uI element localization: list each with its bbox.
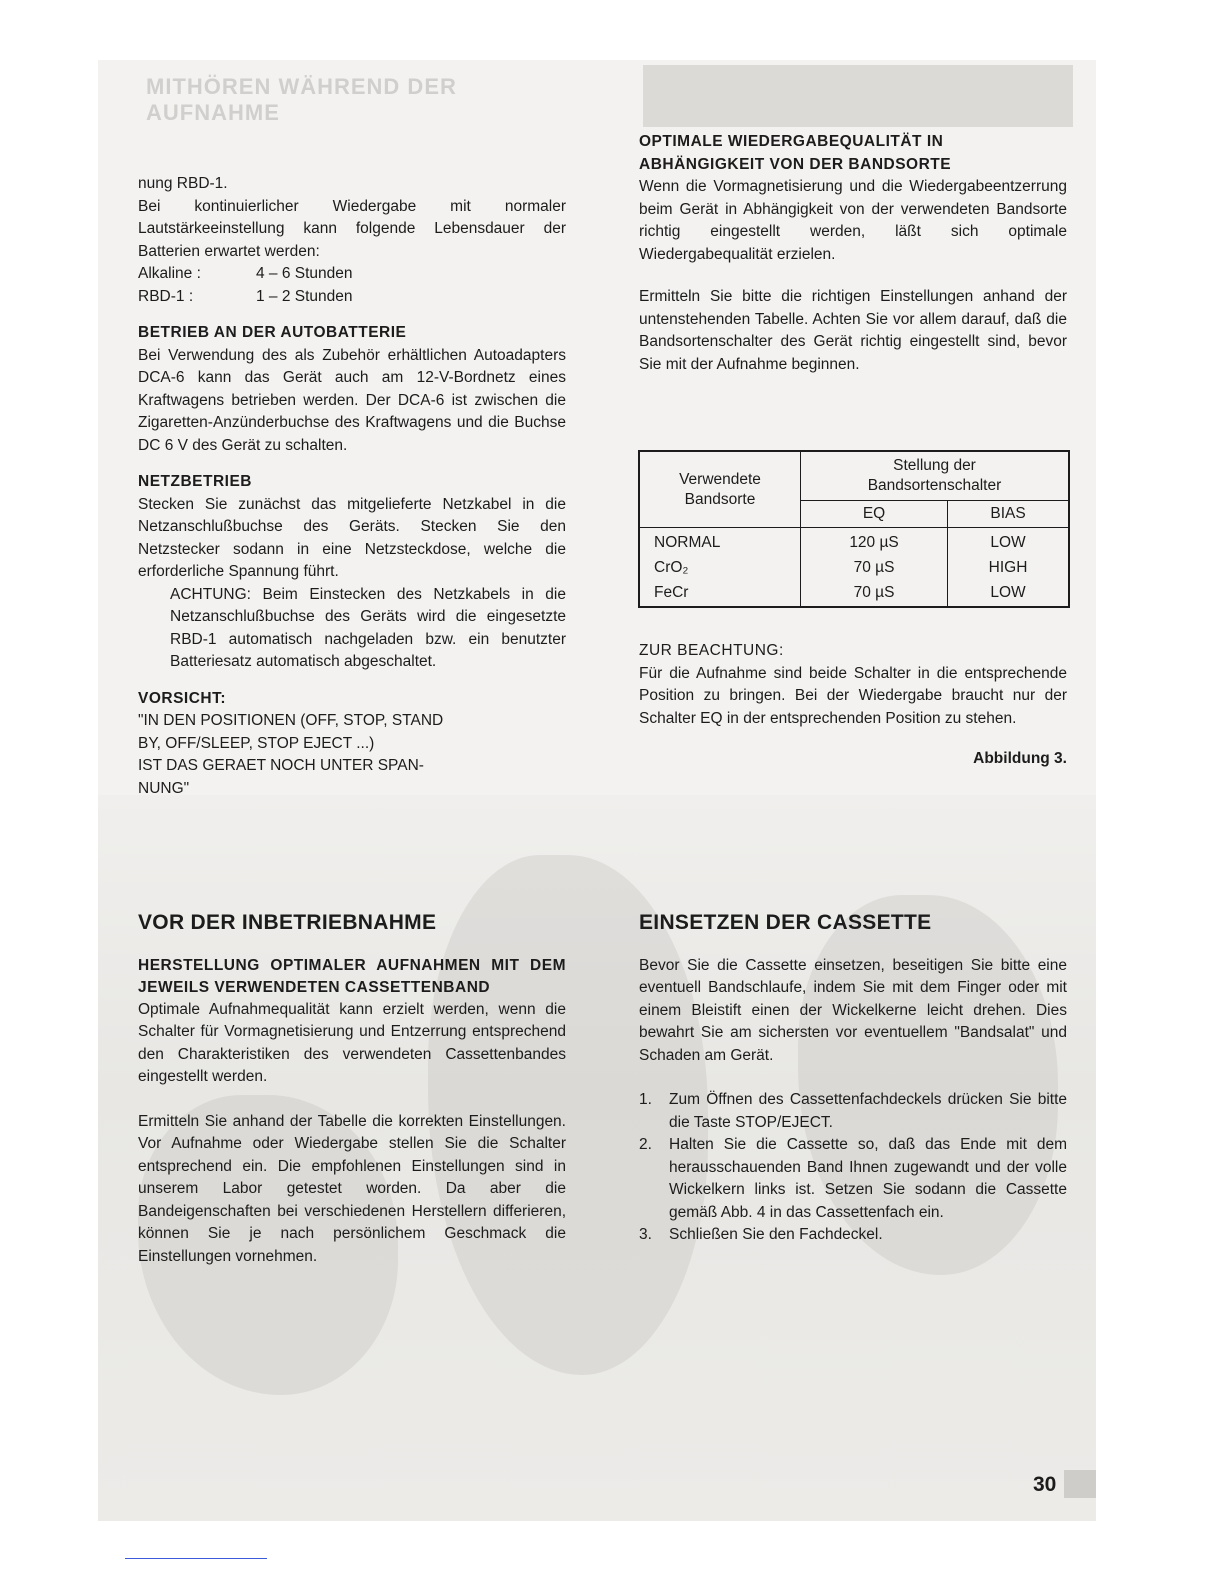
right-column <box>639 131 1067 376</box>
section-heading: VOR DER INBETRIEBNAHME <box>138 911 437 934</box>
herst-heading: HERSTELLUNG OPTIMALER AUFNAHMEN MIT DEM JEWEILS VERWENDETEN CASSETTENBAND <box>138 956 566 996</box>
table-header-bandsorte: Verwendete Bandsorte <box>639 451 801 528</box>
battery-life-row <box>138 286 566 309</box>
achtung-text: ACHTUNG: Beim Einstecken des Netzkabels in die Netzanschlußbuchse des Geräts wird die eingesetzte RBD-1 automatisch nachgeladen bzw. ein benutzter Batteriesatz automatisch abgeschaltet. <box>170 585 566 670</box>
page-number: 30 <box>1033 1473 1057 1496</box>
battery-type: RBD-1 : <box>138 287 194 305</box>
show-through-text: AUFNAHME <box>146 100 280 125</box>
table-cell-bias: HIGH <box>948 553 1069 578</box>
ermitteln-text-right: Ermitteln Sie bitte die richtigen Einstellungen anhand der untenstehenden Tabelle. Achten Sie vor allem darauf, daß die Bandsortenschalter des Gerät richtig eingestellt sind, bevor Sie mit der Aufnahme beginnen. <box>639 288 1067 373</box>
table-cell-bias: LOW <box>948 528 1069 554</box>
table-cell-name: NORMAL <box>639 528 801 554</box>
footer-rule <box>125 1558 267 1559</box>
scanned-page <box>98 60 1096 1521</box>
herst-text: Optimale Aufnahmequalität kann erzielt werden, wenn die Schalter für Vormagnetisierung und Entzerrung entsprechend den Charakteristiken des verwendeten Cassettenbandes eingestellt werden. <box>138 1000 566 1085</box>
tape-settings-table <box>638 450 1070 608</box>
auto-text: Bei Verwendung des als Zubehör erhältlichen Autoadapters DCA-6 kann das Gerät auch am 12-V-Bordnetz eines Kraftwagens betrieben werden. Der DCA-6 ist zwischen die Zigaretten-Anzünderbuchse des Kraftwagens und die Buchse DC 6 V des Gerät zu schalten. <box>138 346 566 454</box>
battery-life-row <box>138 263 566 286</box>
auto-heading: BETRIEB AN DER AUTOBATTERIE <box>138 324 407 341</box>
show-through-header-band <box>643 65 1073 127</box>
right-column-lower <box>639 912 1067 1247</box>
left-column <box>138 173 566 800</box>
note-text: Für die Aufnahme sind beide Schalter in die entsprechende Position zu bringen. Bei der Wiedergabe braucht nur der Schalter EQ in der entsprechenden Position zu stehen. <box>639 664 1067 727</box>
table-row <box>639 528 1069 554</box>
battery-type: Alkaline : <box>138 265 201 282</box>
list-item: 2. Halten Sie die Cassette so, daß das Ende mit dem herausschauenden Band Ihnen zugewandt und der volle Wickelkern links ist. Setzen Sie sodann die Cassette gemäß Abb. 4 in das Cassettenfach ein. <box>639 1136 1067 1221</box>
vorsicht-heading: VORSICHT: <box>138 689 227 707</box>
note-heading: ZUR BEACHTUNG: <box>639 642 784 659</box>
battery-text: Bei kontinuierlicher Wiedergabe mit normaler Lautstärkeeinstellung kann folgende Lebensdauer der Batterien erwartet werden: <box>138 197 566 260</box>
intro-fragment: nung RBD-1. <box>138 175 228 192</box>
table-cell-bias: LOW <box>948 578 1069 607</box>
opt-heading: OPTIMALE WIEDERGABEQUALITÄT IN <box>639 133 944 150</box>
right-column-note <box>639 640 1067 771</box>
table-row <box>639 553 1069 578</box>
cassette-steps <box>639 1089 1067 1247</box>
net-heading: NETZBETRIEB <box>138 473 252 490</box>
opt-text: Wenn die Vormagnetisierung und die Wiedergabeentzerrung beim Gerät in Abhängigkeit von der verwendeten Bandsorte richtig eingestellt werden, läßt sich optimale Wiedergabequalität erzielen. <box>639 178 1067 263</box>
table-header-eq: EQ <box>801 501 948 528</box>
page-edge-tab <box>1064 1470 1096 1498</box>
table-cell-eq: 70 µS <box>801 553 948 578</box>
cassette-text: Bevor Sie die Cassette einsetzen, beseitigen Sie bitte eine eventuell Bandschlaufe, indem Sie mit dem Finger oder mit einem Bleistift einen der Wickelkerne leicht drehen. Dies bewahrt Sie am sichersten vor eventuellem "Bandsalat" und Schaden am Gerät. <box>639 956 1067 1064</box>
table-cell-eq: 70 µS <box>801 578 948 607</box>
vorsicht-line: IST DAS GERAET NOCH UNTER SPAN- <box>138 757 424 774</box>
vorsicht-line: BY, OFF/SLEEP, STOP EJECT ...) <box>138 734 375 752</box>
cassette-heading: EINSETZEN DER CASSETTE <box>639 911 932 934</box>
list-item: 3. Schließen Sie den Fachdeckel. <box>639 1226 883 1243</box>
table-cell-name: CrO₂ <box>639 553 801 578</box>
table-cell-eq: 120 µS <box>801 528 948 554</box>
left-column-lower <box>138 912 566 1268</box>
list-item: 1. Zum Öffnen des Cassettenfachdeckels drücken Sie bitte die Taste STOP/EJECT. <box>639 1091 1067 1131</box>
opt-heading: ABHÄNGIGKEIT VON DER BANDSORTE <box>639 155 952 173</box>
net-text: Stecken Sie zunächst das mitgelieferte Netzkabel in die Netzanschlußbuchse des Geräts. Stecken Sie den Netzstecker sodann in eine Netzsteckdose, welche die erforderliche Spannung führt. <box>138 495 566 580</box>
table-header-group: Stellung der Bandsortenschalter <box>801 451 1070 501</box>
vorsicht-line: "IN DEN POSITIONEN (OFF, STOP, STAND <box>138 712 444 729</box>
battery-hours: 1 – 2 Stunden <box>256 287 353 305</box>
figure-label: Abbildung 3. <box>973 750 1067 767</box>
battery-hours: 4 – 6 Stunden <box>256 265 353 282</box>
show-through-text: MITHÖREN WÄHREND DER <box>146 74 457 99</box>
vorsicht-line: NUNG" <box>138 779 190 797</box>
table-header-bias: BIAS <box>948 501 1069 528</box>
table-cell-name: FeCr <box>639 578 801 607</box>
table-row <box>639 578 1069 607</box>
ermitteln-text-left: Ermitteln Sie anhand der Tabelle die korrekten Einstellungen. Vor Aufnahme oder Wiedergabe stellen Sie die Schalter entsprechend ein. Die empfohlenen Einstellungen sind in unserem Labor getestet worden. Da aber die Bandeigenschaften bei verschiedenen Herstellern differieren, können Sie je nach persönlichem Geschmack die Einstellungen vornehmen. <box>138 1112 566 1265</box>
